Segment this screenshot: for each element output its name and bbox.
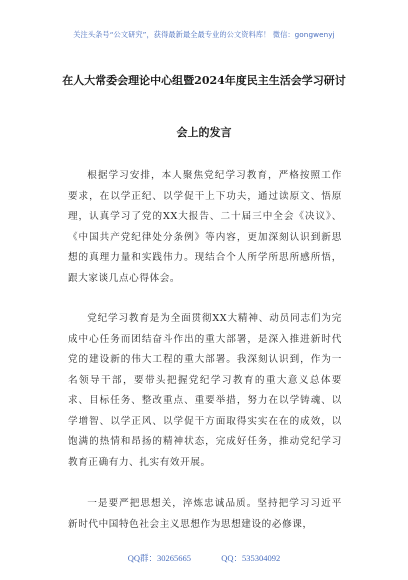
- footer-contact: [0, 552, 408, 564]
- body-paragraph-2: 党纪学习教育是为全面贯彻XX大精神、动员同志们为完成中心任务而团结奋斗作出的重大部署，是深入推进新时代党的建设新的伟大工程的重大部署。我深刻认识到，作为一名领导干部，要带头把握党纪学习教育的重大意义总体要求、目标任务、整改重点、重要举措，努力在以学铸魂、以学增智、以学正风、以学促干方面取得实实在在的成效，以饱满的热情和昂扬的精神状态，完成好任务，推动党纪学习教育正确有力、扎实有效开展。: [68, 313, 342, 468]
- body-paragraph-1: 根据学习安排，本人聚焦党纪学习教育，严格按照工作要求，在以学正纪、以学促干上下功夫，通过读原文、悟原理，认真学习了党的XX大报告、二十届三中全会《决议》、《中国共产党纪律处分条例》等内容，更加深刻认识到新思想的真理力量和实践伟力。现结合个人所学所思所感所悟，跟大家谈几点心得体会。: [68, 170, 342, 284]
- document-title-line-2: 会上的发言: [176, 126, 232, 139]
- footer-qq-group: QQ群：30265665: [127, 553, 192, 563]
- body-paragraph-3: 一是要严把思想关，淬炼忠诚品质。坚持把学习习近平新时代中国特色社会主义思想作为思想建设的必修课，: [68, 498, 342, 530]
- footer-qq-number: QQ：535304092: [221, 553, 281, 563]
- document-title-line-1: 在人大常委会理论中心组暨2024年度民主生活会学习研讨: [62, 74, 346, 87]
- header-ad-text: 关注头条号“公文研究”，获得最新最全最专业的公文资料库！ 微信：gongwenyj: [73, 30, 335, 39]
